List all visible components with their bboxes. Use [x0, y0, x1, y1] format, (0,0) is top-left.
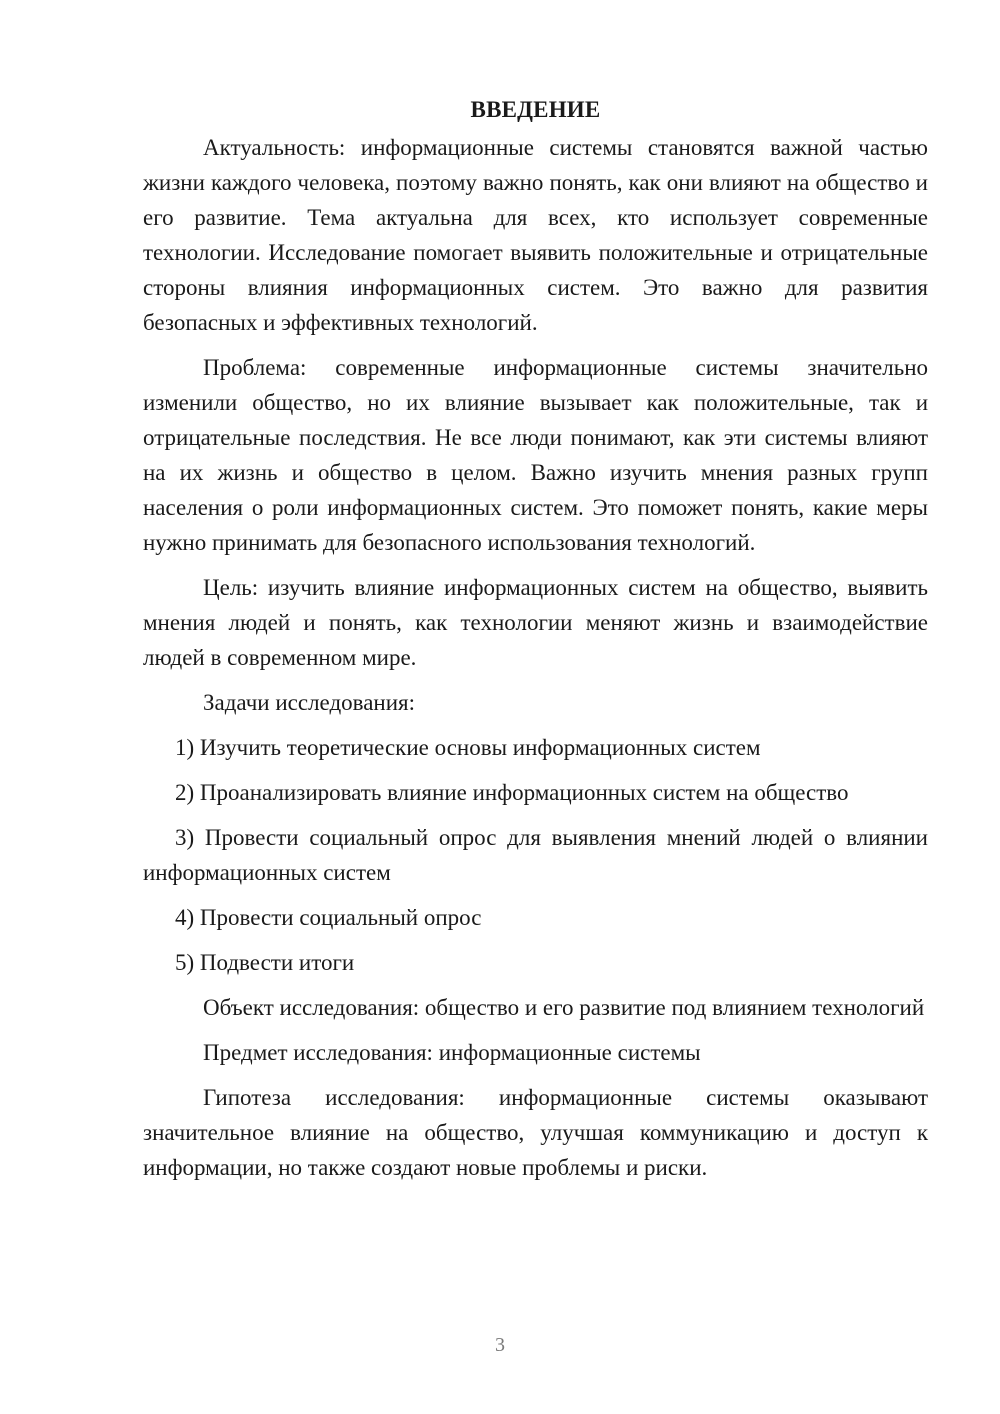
- document-body: [143, 92, 928, 1195]
- paragraph-relevance: Актуальность: информационные системы становятся важной частью жизни каждого человека, поэтому важно понять, как они влияют на общество и его развитие. Тема актуальна для всех, кто использует современные технологии. Исследование помогает выявить положительные и отрицательные стороны влияния информационных систем. Это важно для развития безопасных и эффективных технологий.: [143, 135, 928, 335]
- paragraph-problem: Проблема: современные информационные системы значительно изменили общество, но их влияние вызывает как положительные, так и отрицательные последствия. Не все люди понимают, как эти системы влияют на их жизнь и общество в целом. Важно изучить мнения разных групп населения о роли информационных систем. Это поможет понять, какие меры нужно принимать для безопасного использования технологий.: [143, 355, 928, 555]
- task-item: 5) Подвести итоги: [175, 950, 355, 975]
- task-item: 4) Провести социальный опрос: [175, 905, 482, 930]
- section-heading: ВВЕДЕНИЕ: [470, 97, 601, 122]
- paragraph-subject: Предмет исследования: информационные системы: [203, 1040, 701, 1065]
- paragraph-tasks-intro: Задачи исследования:: [203, 690, 416, 715]
- paragraph-hypothesis: Гипотеза исследования: информационные системы оказывают значительное влияние на общество, улучшая коммуникацию и доступ к информации, но также создают новые проблемы и риски.: [143, 1085, 928, 1180]
- task-item: 1) Изучить теоретические основы информационных систем: [175, 735, 761, 760]
- task-item: 2) Проанализировать влияние информационных систем на общество: [175, 780, 849, 805]
- paragraph-object: Объект исследования: общество и его развитие под влиянием технологий: [203, 995, 925, 1020]
- task-item: 3) Провести социальный опрос для выявления мнений людей о влиянии информационных систем: [143, 825, 928, 885]
- page-number: 3: [495, 1334, 505, 1356]
- paragraph-goal: Цель: изучить влияние информационных систем на общество, выявить мнения людей и понять, как технологии меняют жизнь и взаимодействие людей в современном мире.: [143, 575, 928, 670]
